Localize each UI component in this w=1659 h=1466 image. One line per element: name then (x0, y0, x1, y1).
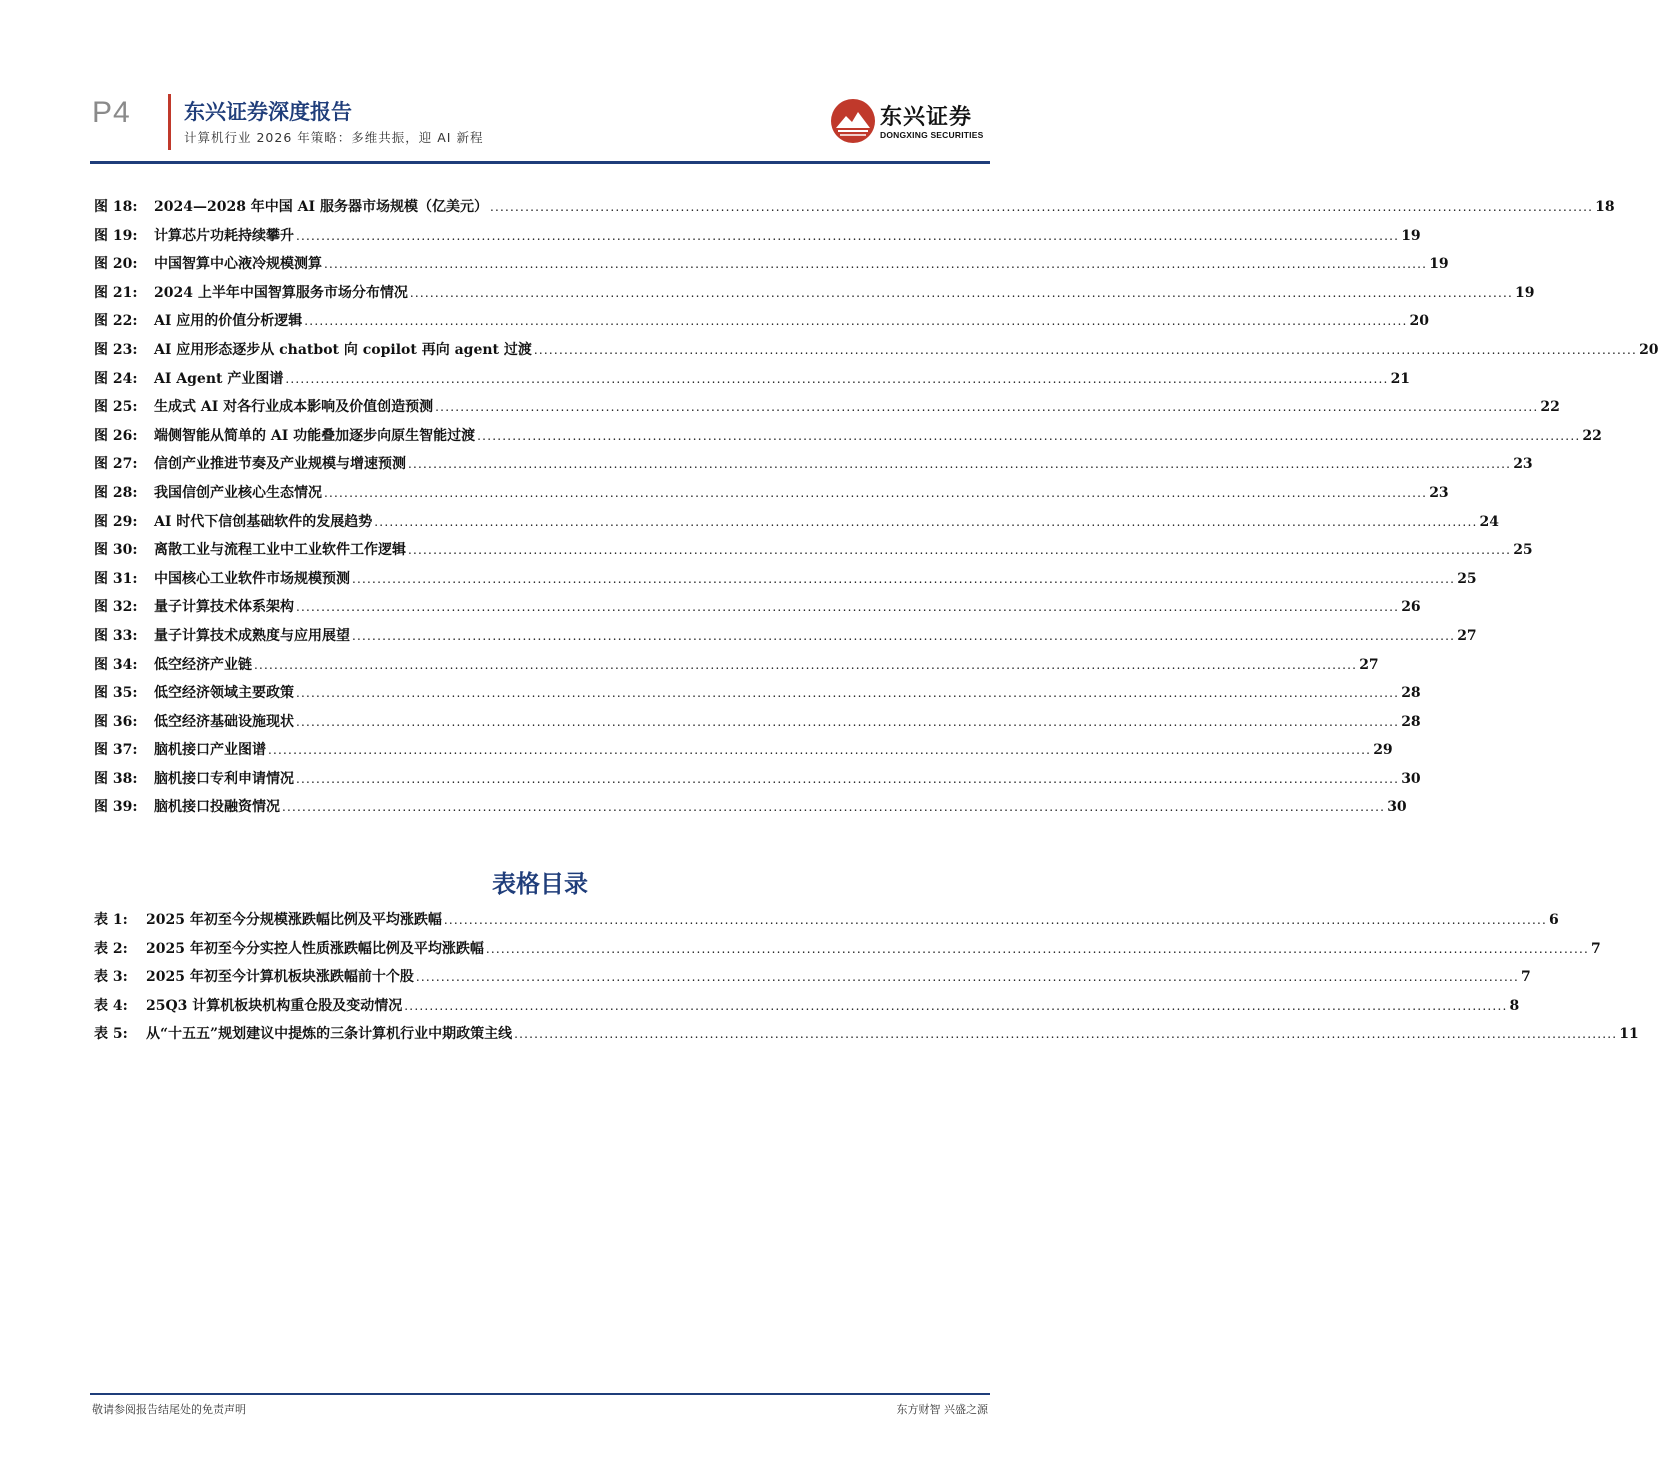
figure-toc-row[interactable] (94, 739, 1393, 768)
figure-toc-row[interactable] (94, 225, 1421, 254)
figure-toc-row[interactable] (94, 539, 1533, 568)
toc-leader-dots: ............................................................................................................................................................................................................................ (296, 771, 1400, 786)
toc-leader-dots: ............................................................................................................................................................................................................................ (268, 743, 1372, 758)
toc-leader-dots: ............................................................................................................................................................................................................................ (352, 571, 1456, 586)
toc-entry-page: 26 (1401, 599, 1421, 616)
toc-leader-dots: ............................................................................................................................................................................................................................ (408, 457, 1512, 472)
page-number: P4 (92, 96, 131, 129)
table-toc-row[interactable] (94, 1023, 1639, 1052)
toc-leader-dots: ............................................................................................................................................................................................................................ (352, 628, 1456, 643)
figure-toc-row[interactable] (94, 396, 1560, 425)
toc-entry-label: 图 31: (94, 570, 138, 587)
toc-entry-title: 2025 年初至今分实控人性质涨跌幅比例及平均涨跌幅 (146, 940, 484, 957)
toc-entry-title: 端侧智能从简单的 AI 功能叠加逐步向原生智能过渡 (154, 427, 476, 444)
toc-entry-title: 中国核心工业软件市场规模预测 (154, 570, 350, 587)
toc-entry-title: 低空经济基础设施现状 (154, 713, 294, 730)
toc-entry-title: 2025 年初至今计算机板块涨跌幅前十个股 (146, 969, 414, 986)
toc-entry-title: AI 应用形态逐步从 chatbot 向 copilot 再向 agent 过渡 (154, 341, 532, 358)
toc-leader-dots: ............................................................................................................................................................................................................................ (409, 285, 1514, 300)
toc-entry-page: 25 (1457, 570, 1477, 587)
footer-slogan: 东方财智 兴盛之源 (896, 1403, 988, 1416)
toc-entry-page: 6 (1549, 912, 1559, 928)
toc-entry-label: 表 3: (94, 969, 128, 986)
toc-entry-label: 图 34: (94, 656, 138, 673)
toc-entry-page: 27 (1359, 656, 1379, 673)
header-rule (90, 161, 990, 164)
toc-entry-title: AI Agent 产业图谱 (154, 370, 284, 387)
toc-entry-page: 19 (1515, 284, 1535, 301)
toc-leader-dots: ............................................................................................................................................................................................................................ (296, 686, 1400, 701)
page-header (0, 0, 1080, 170)
toc-entry-title: 脑机接口专利申请情况 (154, 770, 294, 787)
toc-entry-page: 30 (1387, 799, 1407, 816)
toc-entry-page: 27 (1457, 627, 1477, 644)
toc-entry-label: 图 21: (94, 284, 138, 301)
figure-toc-row[interactable] (94, 511, 1499, 540)
figure-toc-row[interactable] (94, 711, 1421, 740)
toc-entry-label: 图 22: (94, 313, 138, 330)
toc-leader-dots: ............................................................................................................................................................................................................................ (408, 543, 1512, 558)
toc-leader-dots: ............................................................................................................................................................................................................................ (285, 371, 1389, 386)
figure-toc-row[interactable] (94, 368, 1411, 397)
toc-leader-dots: ............................................................................................................................................................................................................................ (404, 998, 1508, 1013)
toc-entry-label: 图 38: (94, 770, 138, 787)
toc-entry-page: 21 (1390, 370, 1411, 387)
toc-entry-page: 29 (1373, 742, 1393, 759)
toc-entry-label: 表 5: (94, 1026, 128, 1043)
toc-entry-page: 11 (1619, 1026, 1639, 1043)
figure-toc-row[interactable] (94, 796, 1407, 825)
figure-toc-row[interactable] (94, 339, 1659, 368)
toc-entry-label: 图 32: (94, 599, 138, 616)
toc-entry-page: 22 (1540, 399, 1560, 416)
toc-leader-dots: ............................................................................................................................................................................................................................ (324, 257, 1428, 272)
toc-leader-dots: ............................................................................................................................................................................................................................ (296, 714, 1400, 729)
toc-entry-label: 图 19: (94, 227, 138, 244)
toc-entry-label: 图 25: (94, 399, 138, 416)
toc-entry-page: 22 (1582, 427, 1602, 444)
header-divider (168, 94, 171, 150)
toc-leader-dots: ............................................................................................................................................................................................................................ (374, 514, 1478, 529)
figure-toc-row[interactable] (94, 425, 1602, 454)
toc-entry-title: 我国信创产业核心生态情况 (154, 484, 322, 501)
toc-entry-page: 23 (1429, 484, 1449, 501)
figure-toc-row[interactable] (94, 654, 1379, 683)
toc-entry-page: 30 (1401, 770, 1421, 787)
toc-entry-label: 图 29: (94, 513, 138, 530)
toc-entry-label: 图 27: (94, 456, 138, 473)
logo-mark-icon (830, 98, 876, 144)
company-logo (830, 98, 990, 146)
toc-entry-title: 中国智算中心液冷规模测算 (154, 256, 322, 273)
toc-entry-label: 表 4: (94, 997, 128, 1014)
toc-leader-dots: ............................................................................................................................................................................................................................ (296, 228, 1400, 243)
report-title: 东兴证券深度报告 (184, 100, 352, 124)
toc-leader-dots: ............................................................................................................................................................................................................................ (282, 800, 1386, 815)
toc-entry-page: 23 (1513, 456, 1533, 473)
logo-text-en: DONGXING SECURITIES (880, 130, 984, 140)
toc-entry-title: 2024—2028 年中国 AI 服务器市场规模（亿美元） (154, 199, 488, 215)
toc-entry-title: 低空经济产业链 (154, 656, 252, 673)
toc-leader-dots: ............................................................................................................................................................................................................................ (443, 913, 1548, 927)
toc-entry-page: 28 (1401, 713, 1421, 730)
toc-entry-title: 信创产业推进节奏及产业规模与增速预测 (154, 456, 406, 473)
footer-rule (90, 1393, 990, 1395)
figure-toc-row[interactable] (94, 482, 1449, 511)
figure-toc-row[interactable] (94, 282, 1535, 311)
toc-entry-label: 图 18: (94, 199, 138, 215)
toc-entry-title: 生成式 AI 对各行业成本影响及价值创造预测 (154, 399, 434, 416)
toc-entry-title: 脑机接口产业图谱 (154, 742, 266, 759)
toc-entry-title: 低空经济领域主要政策 (154, 685, 294, 702)
toc-entry-label: 图 30: (94, 542, 138, 559)
toc-entry-page: 8 (1509, 997, 1520, 1014)
figure-toc-row[interactable] (94, 768, 1421, 797)
toc-leader-dots: ............................................................................................................................................................................................................................ (477, 428, 1581, 443)
toc-entry-label: 图 39: (94, 799, 138, 816)
toc-entry-page: 19 (1429, 256, 1449, 273)
toc-entry-page: 19 (1401, 227, 1421, 244)
figure-toc-row[interactable] (94, 568, 1477, 597)
figure-toc-row[interactable] (94, 596, 1421, 625)
toc-entry-title: 2024 上半年中国智算服务市场分布情况 (154, 284, 408, 301)
toc-entry-page: 20 (1409, 313, 1429, 330)
toc-leader-dots: ............................................................................................................................................................................................................................ (304, 314, 1408, 329)
toc-entry-label: 图 26: (94, 427, 138, 444)
footer-disclaimer: 敬请参阅报告结尾处的免责声明 (92, 1403, 246, 1416)
figure-toc-row[interactable] (94, 682, 1421, 711)
toc-entry-label: 图 23: (94, 341, 138, 358)
toc-entry-label: 图 24: (94, 370, 138, 387)
toc-entry-title: 脑机接口投融资情况 (154, 799, 280, 816)
toc-leader-dots: ............................................................................................................................................................................................................................ (533, 342, 1638, 357)
toc-leader-dots: ............................................................................................................................................................................................................................ (254, 657, 1358, 672)
toc-entry-label: 图 35: (94, 685, 138, 702)
toc-entry-page: 28 (1401, 685, 1421, 702)
figure-toc-row[interactable] (94, 453, 1533, 482)
figure-toc-row[interactable] (94, 310, 1429, 339)
toc-entry-page: 20 (1639, 341, 1659, 358)
toc-entry-title: 从“十五五”规划建议中提炼的三条计算机行业中期政策主线 (146, 1026, 513, 1043)
toc-entry-title: AI 时代下信创基础软件的发展趋势 (154, 513, 373, 530)
toc-entry-title: 计算芯片功耗持续攀升 (154, 227, 294, 244)
toc-entry-page: 25 (1513, 542, 1533, 559)
toc-entry-label: 表 1: (94, 912, 128, 928)
figure-toc-row[interactable] (94, 625, 1477, 654)
logo-text-cn: 东兴证券 (880, 105, 973, 130)
table-list (94, 909, 1639, 1052)
toc-entry-page: 7 (1521, 969, 1531, 986)
toc-entry-label: 图 20: (94, 256, 138, 273)
toc-entry-title: 离散工业与流程工业中工业软件工作逻辑 (154, 542, 406, 559)
tables-section-title: 表格目录 (492, 870, 588, 898)
toc-entry-title: AI 应用的价值分析逻辑 (154, 313, 303, 330)
toc-entry-page: 24 (1479, 513, 1499, 530)
toc-entry-page: 18 (1595, 199, 1615, 215)
figure-toc-row[interactable] (94, 196, 1615, 225)
toc-entry-title: 量子计算技术体系架构 (154, 599, 294, 616)
figure-toc-row[interactable] (94, 253, 1449, 282)
figure-list (94, 196, 1659, 825)
toc-entry-label: 图 33: (94, 627, 138, 644)
table-toc-row[interactable] (94, 966, 1531, 995)
toc-entry-label: 表 2: (94, 940, 128, 957)
toc-leader-dots: ............................................................................................................................................................................................................................ (415, 970, 1520, 985)
toc-entry-title: 25Q3 计算机板块机构重仓股及变动情况 (146, 997, 403, 1014)
toc-leader-dots: ............................................................................................................................................................................................................................ (485, 941, 1590, 956)
toc-leader-dots: ............................................................................................................................................................................................................................ (514, 1027, 1618, 1042)
toc-entry-label: 图 37: (94, 742, 138, 759)
table-toc-row[interactable] (94, 995, 1520, 1024)
toc-leader-dots: ............................................................................................................................................................................................................................ (296, 600, 1400, 615)
report-subtitle: 计算机行业 2026 年策略：多维共振，迎 AI 新程 (184, 130, 484, 145)
toc-entry-label: 图 36: (94, 713, 138, 730)
table-toc-row[interactable] (94, 909, 1559, 938)
toc-entry-page: 7 (1591, 940, 1601, 957)
toc-leader-dots: ............................................................................................................................................................................................................................ (324, 485, 1428, 500)
toc-leader-dots: ............................................................................................................................................................................................................................ (489, 200, 1594, 214)
toc-entry-title: 量子计算技术成熟度与应用展望 (154, 627, 350, 644)
toc-entry-title: 2025 年初至今分规模涨跌幅比例及平均涨跌幅 (146, 912, 442, 928)
table-toc-row[interactable] (94, 938, 1601, 967)
toc-leader-dots: ............................................................................................................................................................................................................................ (435, 400, 1539, 415)
toc-entry-label: 图 28: (94, 484, 138, 501)
